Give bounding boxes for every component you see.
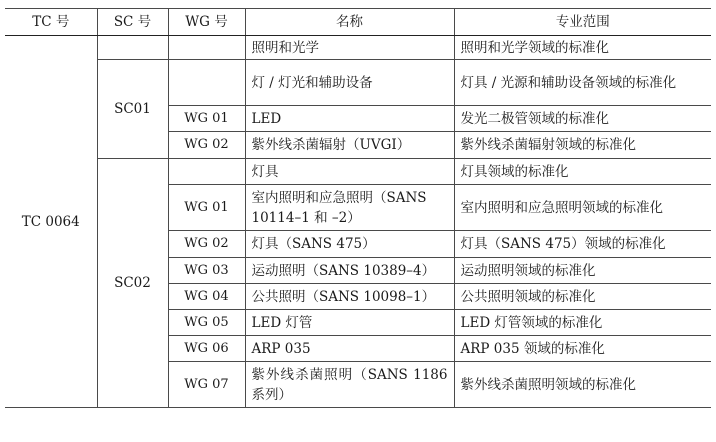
- wg-cell: [168, 36, 245, 60]
- wg-cell: WG 02: [168, 231, 245, 258]
- scope-cell: ARP 035 领域的标准化: [454, 336, 711, 362]
- scope-cell: 灯具领域的标准化: [454, 159, 711, 185]
- wg-cell: WG 02: [168, 132, 245, 159]
- wg-cell: [168, 60, 245, 106]
- name-cell: 灯具（SANS 475）: [245, 231, 454, 258]
- name-cell: 照明和光学: [245, 36, 454, 60]
- scope-cell: 运动照明领域的标准化: [454, 258, 711, 284]
- header-scope: 专业范围: [454, 9, 711, 36]
- name-cell: 灯 / 灯光和辅助设备: [245, 60, 454, 106]
- scope-cell: 灯具 / 光源和辅助设备领域的标准化: [454, 60, 711, 106]
- wg-cell: WG 06: [168, 336, 245, 362]
- name-cell: LED 灯管: [245, 310, 454, 336]
- sc02-number: SC02: [97, 159, 168, 408]
- name-cell: ARP 035: [245, 336, 454, 362]
- scope-cell: 照明和光学领域的标准化: [454, 36, 711, 60]
- wg-cell: WG 04: [168, 284, 245, 310]
- scope-cell: LED 灯管领域的标准化: [454, 310, 711, 336]
- name-cell: 运动照明（SANS 10389–4）: [245, 258, 454, 284]
- scope-cell: 发光二极管领域的标准化: [454, 106, 711, 132]
- wg-cell: WG 01: [168, 185, 245, 231]
- sc01-number: SC01: [97, 60, 168, 159]
- header-tc: TC 号: [5, 9, 97, 36]
- wg-cell: [168, 159, 245, 185]
- wg-cell: WG 03: [168, 258, 245, 284]
- name-cell: 紫外线杀菌辐射（UVGI）: [245, 132, 454, 159]
- tc-number: TC 0064: [5, 36, 97, 408]
- header-sc: SC 号: [97, 9, 168, 36]
- table-row: [5, 60, 711, 106]
- scope-cell: 紫外线杀菌辐射领域的标准化: [454, 132, 711, 159]
- name-cell: 公共照明（SANS 10098–1）: [245, 284, 454, 310]
- wg-cell: WG 05: [168, 310, 245, 336]
- wg-cell: WG 07: [168, 362, 245, 408]
- name-cell: 室内照明和应急照明（SANS 10114–1 和 –2）: [245, 185, 454, 231]
- header-name: 名称: [245, 9, 454, 36]
- header-row: [5, 9, 711, 36]
- standards-committee-table: [5, 8, 711, 408]
- scope-cell: 公共照明领域的标准化: [454, 284, 711, 310]
- scope-cell: 灯具（SANS 475）领域的标准化: [454, 231, 711, 258]
- scope-cell: 紫外线杀菌照明领域的标准化: [454, 362, 711, 408]
- table-row: [5, 159, 711, 185]
- table-row: [5, 36, 711, 60]
- name-cell: LED: [245, 106, 454, 132]
- scope-cell: 室内照明和应急照明领域的标准化: [454, 185, 711, 231]
- name-cell: 灯具: [245, 159, 454, 185]
- header-wg: WG 号: [168, 9, 245, 36]
- sc-cell: [97, 36, 168, 60]
- name-cell: 紫外线杀菌照明（SANS 1186 系列）: [245, 362, 454, 408]
- wg-cell: WG 01: [168, 106, 245, 132]
